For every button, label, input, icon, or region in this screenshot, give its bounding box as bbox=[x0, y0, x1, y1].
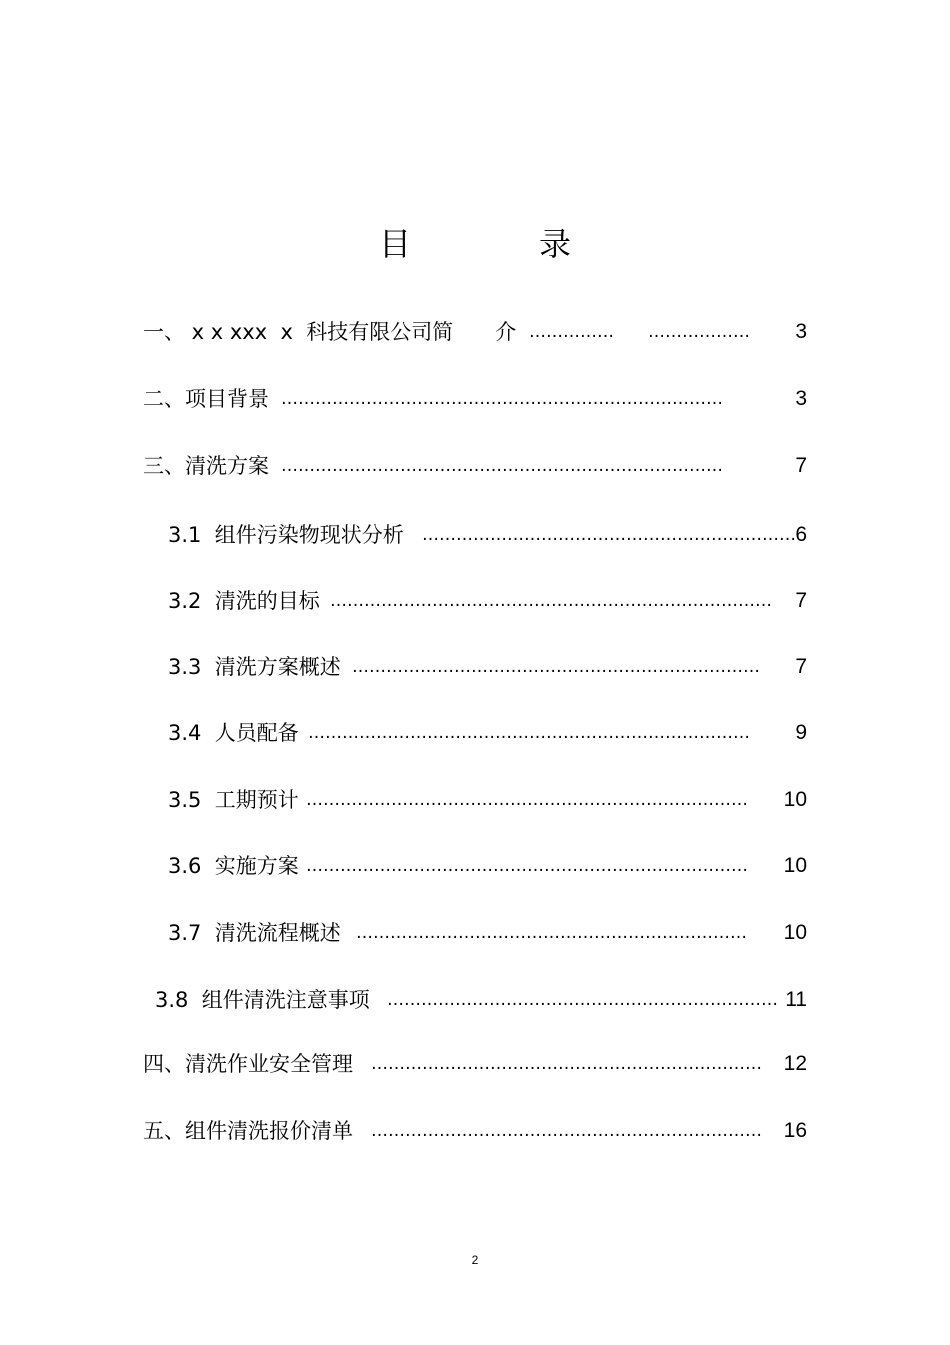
toc-entry-3-8[interactable] bbox=[155, 985, 813, 1015]
toc-entry-leader-dots: …………………………………………………………………… bbox=[281, 389, 723, 409]
toc-entry-label: 五、组件清洗报价清单 bbox=[143, 1119, 353, 1143]
toc-entry-page-number: 10 bbox=[783, 788, 807, 811]
toc-entry-page-number: 11 bbox=[785, 988, 807, 1011]
toc-entry-3-1[interactable] bbox=[168, 520, 813, 550]
toc-entry-company-intro[interactable] bbox=[143, 317, 813, 347]
toc-entry-label: 3.1 组件污染物现状分析 bbox=[168, 523, 404, 547]
toc-entry-3-4[interactable] bbox=[168, 718, 813, 748]
toc-entry-leader-dots: …………………………………………………………… bbox=[371, 1121, 762, 1141]
toc-entry-label: 3.3 清洗方案概述 bbox=[168, 655, 341, 679]
toc-entry-leader-dots: …………………………………………………………… bbox=[387, 990, 778, 1010]
toc-entry-cleaning-plan[interactable] bbox=[143, 451, 813, 481]
toc-entry-3-5[interactable] bbox=[168, 785, 813, 815]
toc-entry-3-3[interactable] bbox=[168, 652, 813, 682]
toc-entry-3-2[interactable] bbox=[168, 586, 813, 616]
toc-entry-label: 一、 x x xxx x 科技有限公司简 介 bbox=[143, 320, 517, 344]
toc-entry-label: 3.6 实施方案 bbox=[168, 854, 299, 878]
toc-entry-leader-dots: …………………………………………………………………… bbox=[281, 456, 723, 476]
toc-entry-page-number: 7 bbox=[795, 589, 807, 612]
toc-entry-leader-dots: …………………………………………………………………… bbox=[330, 591, 772, 611]
toc-entry-page-number: 10 bbox=[783, 921, 807, 944]
toc-entry-leader-dots: ……………………………………………………………… bbox=[352, 657, 760, 677]
toc-entry-page-number: 7 bbox=[795, 655, 807, 678]
toc-entry-page-number: 12 bbox=[783, 1052, 807, 1075]
toc-entry-label: 二、项目背景 bbox=[143, 387, 269, 411]
toc-entry-page-number: 10 bbox=[783, 854, 807, 877]
toc-entry-leader-dots: …………………………………………………………………… bbox=[306, 856, 748, 876]
toc-entry-page-number: 3 bbox=[795, 387, 807, 410]
toc-entry-leader-dots: …………… ……………… bbox=[529, 322, 750, 342]
toc-entry-leader-dots: …………………………………………………………… bbox=[356, 923, 747, 943]
toc-entry-safety-management[interactable] bbox=[143, 1049, 813, 1079]
toc-entry-page-number: 3 bbox=[795, 320, 807, 343]
toc-entry-leader-dots: ………………………………………………………… bbox=[422, 525, 796, 545]
toc-entry-leader-dots: …………………………………………………………………… bbox=[306, 790, 748, 810]
toc-entry-label: 3.7 清洗流程概述 bbox=[168, 921, 341, 945]
toc-entry-leader-dots: …………………………………………………………… bbox=[371, 1054, 762, 1074]
toc-entry-label: 3.8 组件清洗注意事项 bbox=[155, 988, 370, 1012]
toc-entry-label: 3.5 工期预计 bbox=[168, 788, 299, 812]
toc-title: 目 录 bbox=[378, 225, 619, 263]
toc-entry-3-7[interactable] bbox=[168, 918, 813, 948]
toc-entry-page-number: 16 bbox=[783, 1119, 807, 1142]
toc-entry-project-background[interactable] bbox=[143, 384, 813, 414]
toc-entry-quotation-list[interactable] bbox=[143, 1116, 813, 1146]
toc-entry-label: 3.2 清洗的目标 bbox=[168, 589, 320, 613]
toc-entry-page-number: 9 bbox=[795, 721, 807, 744]
toc-entry-3-6[interactable] bbox=[168, 851, 813, 881]
toc-entry-page-number: 7 bbox=[795, 454, 807, 477]
page-number: 2 bbox=[471, 1253, 479, 1267]
toc-entry-label: 3.4 人员配备 bbox=[168, 721, 299, 745]
toc-entry-leader-dots: …………………………………………………………………… bbox=[308, 723, 750, 743]
toc-entry-page-number: 6 bbox=[795, 523, 807, 546]
toc-entry-label: 四、清洗作业安全管理 bbox=[143, 1052, 353, 1076]
toc-entry-label: 三、清洗方案 bbox=[143, 454, 269, 478]
